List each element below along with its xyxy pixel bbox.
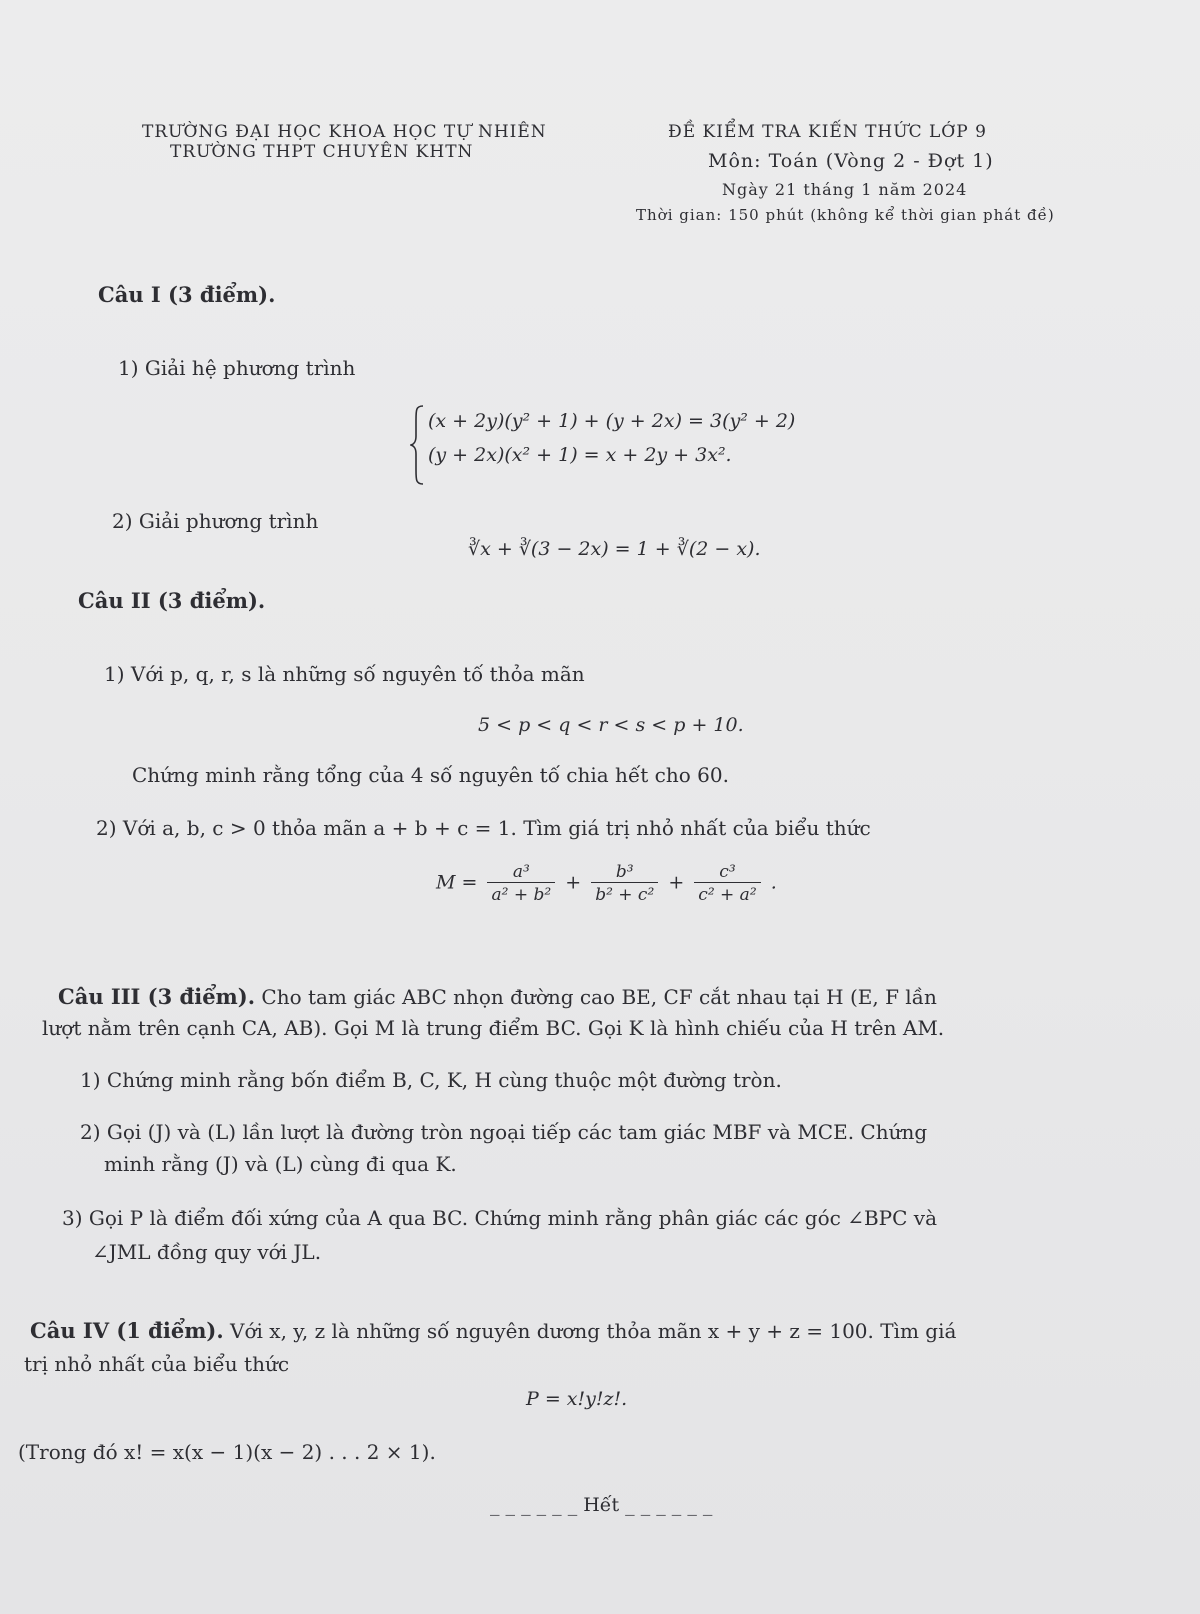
- radical-equation: ∛x + ∛(3 − 2x) = 1 + ∛(2 − x).: [468, 538, 761, 560]
- m-lhs: M =: [436, 871, 478, 894]
- system-brace: [410, 404, 424, 486]
- question-1-part-2: 2) Giải phương trình: [112, 509, 319, 533]
- question-3-part-3-line-1: 3) Gọi P là điểm đối xứng của A qua BC. Chứng minh rằng phân giác các góc ∠BPC và: [62, 1206, 937, 1230]
- question-4-line-2: trị nhỏ nhất của biểu thức: [24, 1352, 290, 1376]
- question-2-title: Câu II (3 điểm).: [78, 588, 266, 613]
- fraction-1: [487, 862, 555, 905]
- end-marker: _ _ _ _ _ _ Hết _ _ _ _ _ _: [490, 1494, 713, 1516]
- fraction-1-num: a³: [512, 862, 530, 882]
- question-2-part-2: 2) Với a, b, c > 0 thỏa mãn a + b + c = 1. Tìm giá trị nhỏ nhất của biểu thức: [96, 816, 871, 840]
- question-2-part-1-text: Chứng minh rằng tổng của 4 số nguyên tố chia hết cho 60.: [132, 763, 729, 787]
- plus-sign: +: [565, 871, 582, 894]
- question-1-title: Câu I (3 điểm).: [98, 282, 276, 307]
- question-3-part-1: 1) Chứng minh rằng bốn điểm B, C, K, H cùng thuộc một đường tròn.: [80, 1068, 782, 1092]
- school-name: TRƯỜNG THPT CHUYÊN KHTN: [170, 142, 474, 162]
- prime-inequality: 5 < p < q < r < s < p + 10.: [478, 714, 744, 736]
- fraction-2-den: b² + c²: [591, 882, 658, 905]
- question-3-part-3-line-2: ∠JML đồng quy với JL.: [92, 1240, 322, 1264]
- exam-title: ĐỀ KIỂM TRA KIẾN THỨC LỚP 9: [668, 122, 987, 142]
- question-3-title: Câu III (3 điểm).: [58, 984, 256, 1009]
- fraction-3: [694, 862, 760, 905]
- expression-end: .: [770, 871, 777, 894]
- fraction-2-num: b³: [615, 862, 634, 882]
- fraction-2: [591, 862, 658, 905]
- expression-m: [436, 862, 777, 905]
- question-2-part-1: 1) Với p, q, r, s là những số nguyên tố thỏa mãn: [104, 662, 585, 686]
- question-3-intro-2: lượt nằm trên cạnh CA, AB). Gọi M là trung điểm BC. Gọi K là hình chiếu của H trên AM.: [42, 1016, 945, 1040]
- question-3-part-2-line-2: minh rằng (J) và (L) cùng đi qua K.: [104, 1152, 457, 1176]
- question-3-intro-text: Cho tam giác ABC nhọn đường cao BE, CF cắt nhau tại H (E, F lần: [261, 985, 937, 1009]
- question-3-intro-1: [58, 984, 937, 1009]
- question-4-line-1: [30, 1318, 956, 1343]
- question-3-part-2-line-1: 2) Gọi (J) và (L) lần lượt là đường tròn ngoại tiếp các tam giác MBF và MCE. Chứng: [80, 1120, 928, 1144]
- question-1-part-1: 1) Giải hệ phương trình: [118, 356, 356, 380]
- question-4-text: Với x, y, z là những số nguyên dương thỏa mãn x + y + z = 100. Tìm giá: [230, 1319, 957, 1343]
- plus-sign: +: [668, 871, 685, 894]
- system-equation-2: (y + 2x)(x² + 1) = x + 2y + 3x².: [428, 444, 732, 466]
- fraction-3-num: c³: [719, 862, 736, 882]
- factorial-note: (Trong đó x! = x(x − 1)(x − 2) . . . 2 × 1).: [18, 1440, 436, 1464]
- university-name: TRƯỜNG ĐẠI HỌC KHOA HỌC TỰ NHIÊN: [142, 122, 547, 142]
- factorial-expression: P = x!y!z!.: [526, 1388, 628, 1410]
- question-4-title: Câu IV (1 điểm).: [30, 1318, 224, 1343]
- fraction-1-den: a² + b²: [487, 882, 555, 905]
- exam-date: Ngày 21 tháng 1 năm 2024: [722, 180, 968, 199]
- system-equation-1: (x + 2y)(y² + 1) + (y + 2x) = 3(y² + 2): [428, 410, 796, 432]
- fraction-3-den: c² + a²: [694, 882, 760, 905]
- exam-subject: Môn: Toán (Vòng 2 - Đợt 1): [708, 150, 994, 172]
- exam-duration: Thời gian: 150 phút (không kể thời gian phát đề): [636, 206, 1055, 224]
